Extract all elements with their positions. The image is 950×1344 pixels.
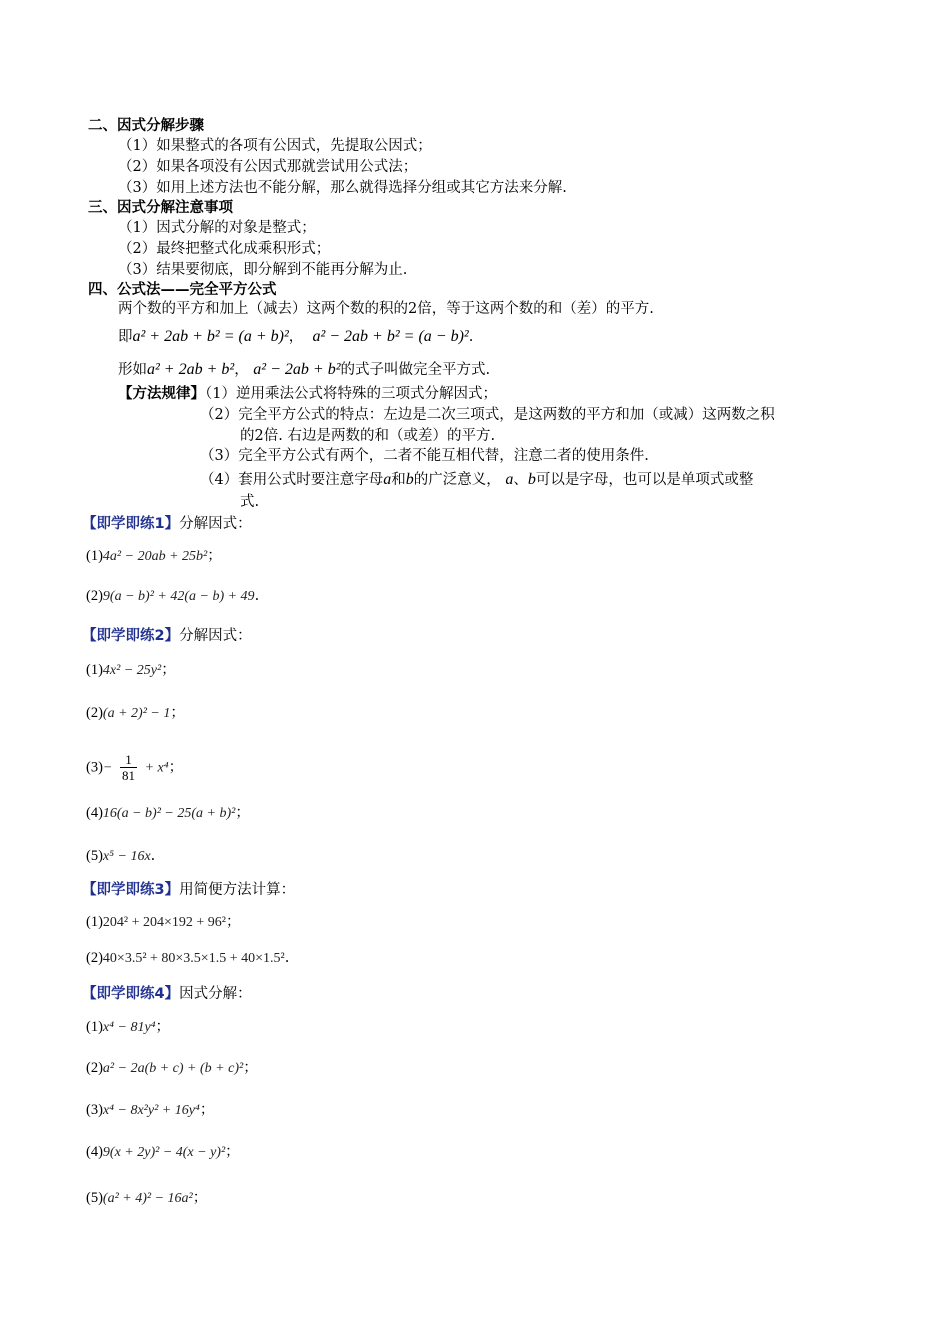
item-number: (3) (86, 759, 103, 776)
item-expression: x⁴ − 81y⁴ (102, 1020, 156, 1035)
item-number: (4) (86, 805, 103, 821)
exercise-3-header (82, 880, 295, 900)
rule-4-text-2: 和 (391, 472, 406, 488)
formula-period: . (468, 329, 474, 345)
item-number: (2) (86, 705, 103, 721)
exercise-2-header (82, 626, 252, 646)
s2-item-1: （1）如果整式的各项有公因式，先提取公因式； (118, 138, 432, 154)
exercise-3-task: 用简便方法计算： (179, 882, 296, 898)
ex4-item-1 (86, 1017, 170, 1038)
exercise-1-task: 分解因式： (179, 516, 252, 532)
letter-a: a (383, 471, 392, 488)
item-number: (1) (86, 914, 103, 930)
exercise-1-label: 【即学即练1】 (82, 516, 180, 532)
item-end: ； (207, 548, 222, 564)
ex2-item-2 (86, 703, 185, 724)
item-expression: x⁴ − 8x²y² + 16y⁴ (102, 1103, 200, 1118)
exercise-3-label: 【即学即练3】 (82, 882, 180, 898)
ex2-item-4 (86, 803, 250, 824)
exercise-2-task: 分解因式： (179, 628, 252, 644)
item-expression: 16(a − b)² − 25(a + b)² (102, 806, 236, 821)
item-end: . (284, 950, 290, 966)
formula-comma: ， (288, 329, 304, 345)
item-number: (2) (86, 950, 103, 966)
method-rule-2b: 的2倍. 右边是两数的和（或差）的平方. (240, 428, 496, 444)
item-end: ； (225, 1144, 240, 1160)
rule-1-text: （1）逆用乘法公式将特殊的三项式分解因式； (205, 386, 497, 402)
rule-4-text-1: （4）套用公式时要注意字母 (200, 472, 384, 488)
ex4-item-3 (86, 1100, 214, 1121)
item-number: (5) (86, 848, 103, 864)
item-end: ； (168, 759, 184, 776)
section-3-title: 三、因式分解注意事项 (88, 200, 233, 216)
item-expression: 4a² − 20ab + 25b² (102, 549, 208, 564)
ex4-item-5 (86, 1188, 207, 1209)
item-number: (2) (86, 588, 103, 604)
ex4-item-2 (86, 1058, 258, 1079)
item-number: (3) (86, 1102, 103, 1118)
item-expression: 4x² − 25y² (102, 663, 162, 678)
item-expression: 9(x + 2y)² − 4(x − y)² (102, 1145, 226, 1160)
item-end: ； (226, 914, 241, 930)
item-number: (1) (86, 662, 103, 678)
ex1-item-2 (86, 586, 259, 607)
item-expression: a² − 2a(b + c) + (b + c)² (102, 1061, 244, 1076)
s3-item-2: （2）最终把整式化成乘积形式； (118, 241, 331, 257)
ex2-item-3 (86, 752, 183, 783)
ex2-item-1 (86, 660, 176, 681)
perfect-square-minus: a² − 2ab + b² (253, 361, 341, 378)
exercise-2-label: 【即学即练2】 (82, 628, 180, 644)
method-rule-2a: （2）完全平方公式的特点：左边是二次三项式，是这两数的平方和加（或减）这两数之积 (200, 407, 775, 423)
item-end: ； (170, 705, 185, 721)
ex1-item-1 (86, 546, 222, 567)
item-end: ； (161, 662, 176, 678)
s3-item-3: （3）结果要彻底，即分解到不能再分解为止. (118, 262, 408, 278)
item-number: (2) (86, 1060, 103, 1076)
fraction-numerator: 1 (120, 752, 137, 768)
item-expression: 204² + 204×192 + 96² (102, 915, 227, 930)
item-number: (1) (86, 548, 103, 564)
exercise-4-header (82, 984, 252, 1004)
formula-diff-square: a² − 2ab + b² = (a − b)² (312, 328, 469, 345)
method-rule-3: （3）完全平方公式有两个，二者不能互相代替，注意二者的使用条件. (200, 448, 649, 464)
item-end: ； (243, 1060, 258, 1076)
perfect-square-def (118, 358, 490, 382)
method-rule-4a (200, 470, 753, 490)
section-2-title: 二、因式分解步骤 (88, 118, 204, 134)
letter-b: b (405, 471, 414, 488)
def-comma: ， (234, 362, 249, 378)
rule-4-text-4: 、 (513, 472, 528, 488)
def-tail: 的式子叫做完全平方式. (340, 362, 491, 378)
exercise-1-header (82, 514, 252, 534)
exercise-4-task: 因式分解： (179, 986, 252, 1002)
fraction-denominator: 81 (121, 768, 135, 783)
item-expression: 9(a − b)² + 42(a − b) + 49 (102, 589, 255, 604)
s2-item-3: （3）如用上述方法也不能分解，那么就得选择分组或其它方法来分解. (118, 180, 567, 196)
formula-line (118, 324, 473, 350)
item-number: (1) (86, 1019, 103, 1035)
xingru-label: 形如 (118, 362, 147, 378)
formula-sum-square: a² + 2ab + b² = (a + b)² (132, 328, 289, 345)
ex3-item-1 (86, 912, 241, 933)
ji-label: 即 (118, 329, 133, 345)
item-end: ； (192, 1190, 208, 1206)
exercise-4-label: 【即学即练4】 (82, 986, 180, 1002)
item-end: ； (199, 1102, 215, 1118)
method-rule-label: 【方法规律】 (118, 386, 205, 402)
item-end: . (254, 588, 260, 604)
method-rule-1 (118, 384, 497, 404)
section-4-title: 四、公式法——完全平方公式 (88, 282, 277, 298)
ex3-item-2 (86, 948, 289, 969)
fraction (120, 752, 137, 783)
item-expression: (a + 2)² − 1 (102, 706, 171, 721)
item-expression: x⁵ − 16x (102, 849, 151, 864)
method-rule-4b: 式. (240, 494, 260, 510)
rule-4-text-3: 的广泛意义， (413, 472, 501, 488)
rule-4-text-5: 可以是字母，也可以是单项式或整 (535, 472, 754, 488)
item-end: . (150, 848, 156, 864)
letter-b-2: b (527, 471, 536, 488)
perfect-square-plus: a² + 2ab + b² (147, 361, 235, 378)
item-number: (5) (86, 1190, 103, 1206)
item-expression: 40×3.5² + 80×3.5×1.5 + 40×1.5² (102, 951, 285, 966)
s4-description: 两个数的平方和加上（减去）这两个数的积的2倍，等于这两个数的和（差）的平方. (118, 301, 654, 317)
ex4-item-4 (86, 1142, 240, 1163)
item-end: ； (155, 1019, 171, 1035)
ex2-item-5 (86, 846, 155, 867)
item-expression: (a² + 4)² − 16a² (102, 1191, 193, 1206)
item-expression-tail: + x⁴ (144, 760, 169, 776)
item-end: ； (235, 805, 250, 821)
letter-a-2: a (505, 471, 514, 488)
s3-item-1: （1）因式分解的对象是整式； (118, 220, 316, 236)
item-number: (4) (86, 1144, 103, 1160)
item-minus: − (102, 760, 113, 776)
s2-item-2: （2）如果各项没有公因式那就尝试用公式法； (118, 159, 418, 175)
